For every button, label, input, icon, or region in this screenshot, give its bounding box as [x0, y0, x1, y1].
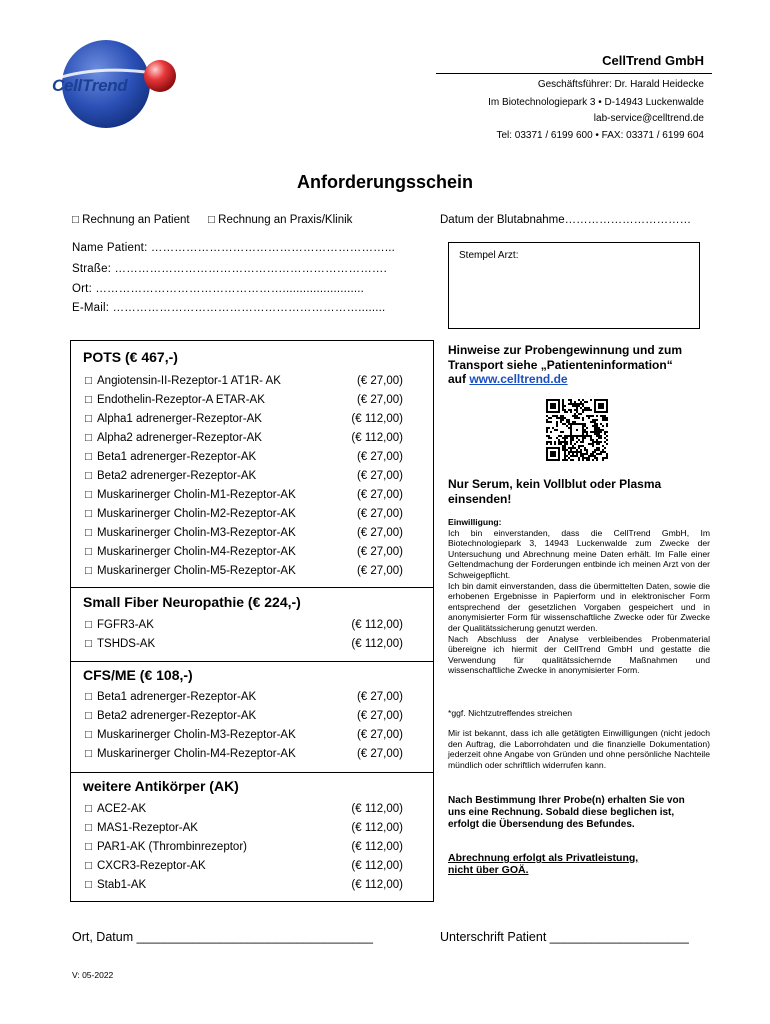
footnote: *ggf. Nichtzutreffendes streichen: [448, 708, 573, 718]
test-name: Alpha2 adrenerger-Rezeptor-AK: [97, 432, 262, 444]
test-price: (€ 112,00): [351, 638, 403, 650]
test-price: (€ 27,00): [356, 508, 403, 520]
test-name: Muskarinerger Cholin-M3-Rezeptor-AK: [97, 729, 296, 741]
checkbox-icon[interactable]: □: [85, 451, 92, 463]
test-row[interactable]: [85, 413, 415, 429]
version-label: V: 05-2022: [72, 970, 114, 980]
test-price: (€ 27,00): [356, 375, 403, 387]
checkbox-icon[interactable]: □: [85, 470, 92, 482]
panel-cfs-me: [70, 661, 434, 773]
checkbox-icon[interactable]: □: [85, 710, 92, 722]
invoice-notice: Nach Bestimmung Ihrer Probe(n) erhalten Sie von uns eine Rechnung. Sobald diese beglichen ist, erfolgt die Übersendung des Befundes.: [448, 795, 685, 830]
consent-paragraph: Ich bin damit einverstanden, dass die übermittelten Daten, sowie die erhobenen Ergebnisse in Papierform und in elektronischer Form entsprechend der gesetzlichen Vorgaben gespeichert und in anonymisierter Form für wissenschaftliche Zwecke oder für Zwecke der Qualitätssicherung genutzt werden.: [448, 580, 710, 633]
checkbox-icon[interactable]: □: [85, 619, 92, 631]
logo-wordmark: CellTrend: [52, 76, 128, 95]
test-name: TSHDS-AK: [97, 638, 156, 650]
website-link[interactable]: www.celltrend.de: [469, 372, 568, 386]
test-name: Muskarinerger Cholin-M1-Rezeptor-AK: [97, 489, 296, 501]
test-name: ACE2-AK: [97, 803, 147, 815]
form-title: Anforderungsschein: [296, 172, 474, 192]
header-divider: [436, 73, 712, 74]
qr-code-icon[interactable]: [546, 399, 608, 461]
test-price: (€ 27,00): [356, 394, 403, 406]
checkbox-icon[interactable]: □: [85, 546, 92, 558]
test-row[interactable]: [85, 546, 415, 562]
test-price: (€ 27,00): [356, 729, 403, 741]
checkbox-icon[interactable]: □: [85, 638, 92, 650]
panel-title: POTS (€ 467,-): [83, 349, 178, 365]
test-price: (€ 112,00): [351, 803, 403, 815]
checkbox-icon[interactable]: □: [85, 527, 92, 539]
checkbox-icon[interactable]: □: [85, 729, 92, 741]
checkbox-icon[interactable]: □: [85, 841, 92, 853]
checkbox-icon[interactable]: □: [72, 214, 79, 226]
sampling-hint: Hinweise zur Probengewinnung und zum Transport siehe „Patienteninformation“ auf www.celltrend.de: [448, 343, 683, 386]
place-date-field[interactable]: Ort, Datum __________________________________: [72, 930, 373, 944]
checkbox-icon[interactable]: □: [85, 879, 92, 891]
checkbox-icon[interactable]: □: [85, 375, 92, 387]
panel-title: Small Fiber Neuropathie (€ 224,-): [83, 594, 301, 610]
patient-signature-field[interactable]: Unterschrift Patient ____________________: [440, 930, 689, 944]
test-price: (€ 27,00): [356, 470, 403, 482]
test-row[interactable]: [85, 451, 415, 467]
company-email[interactable]: lab-service@celltrend.de: [593, 113, 704, 124]
checkbox-icon[interactable]: □: [85, 413, 92, 425]
test-row[interactable]: [85, 527, 415, 543]
test-name: Beta1 adrenerger-Rezeptor-AK: [97, 691, 257, 703]
test-name: Muskarinerger Cholin-M2-Rezeptor-AK: [97, 508, 296, 520]
company-manager: Geschäftsführer: Dr. Harald Heidecke: [537, 79, 704, 90]
test-price: (€ 112,00): [351, 619, 403, 631]
checkbox-icon[interactable]: □: [85, 432, 92, 444]
panel-title: weitere Antikörper (AK): [83, 778, 239, 794]
test-name: Beta2 adrenerger-Rezeptor-AK: [97, 470, 257, 482]
checkbox-icon[interactable]: □: [85, 691, 92, 703]
panel-other-antibodies: [70, 772, 434, 902]
city-field[interactable]: Ort: …………………………………………........................: [72, 283, 365, 295]
blood-date-field[interactable]: Datum der Blutabnahme……………………………: [440, 214, 692, 226]
private-billing-notice: Abrechnung erfolgt als Privatleistung, nicht über GOÄ.: [448, 852, 639, 876]
test-row[interactable]: [85, 710, 415, 726]
test-row[interactable]: [85, 432, 415, 448]
billing-practice-option[interactable]: [208, 214, 352, 226]
test-name: FGFR3-AK: [97, 619, 154, 631]
test-name: Endothelin-Rezeptor-A ETAR-AK: [97, 394, 265, 406]
billing-patient-option[interactable]: [72, 214, 190, 226]
test-row[interactable]: [85, 638, 415, 654]
test-row[interactable]: [85, 619, 415, 635]
consent-section: [448, 517, 710, 676]
stamp-label: Stempel Arzt:: [459, 250, 519, 261]
test-name: Alpha1 adrenerger-Rezeptor-AK: [97, 413, 262, 425]
test-name: Muskarinerger Cholin-M4-Rezeptor-AK: [97, 748, 296, 760]
test-row[interactable]: [85, 375, 415, 391]
test-price: (€ 112,00): [351, 432, 403, 444]
test-row[interactable]: [85, 489, 415, 505]
checkbox-icon[interactable]: □: [85, 822, 92, 834]
test-name: Muskarinerger Cholin-M5-Rezeptor-AK: [97, 565, 296, 577]
test-price: (€ 112,00): [351, 841, 403, 853]
test-row[interactable]: [85, 565, 415, 581]
checkbox-icon[interactable]: □: [85, 860, 92, 872]
test-row[interactable]: [85, 470, 415, 486]
test-row[interactable]: [85, 841, 415, 857]
panel-title: CFS/ME (€ 108,-): [83, 667, 193, 683]
email-field[interactable]: E-Mail: ………………………………………………………........: [72, 302, 386, 314]
test-row[interactable]: [85, 729, 415, 745]
billing-patient-label: Rechnung an Patient: [82, 214, 190, 226]
test-price: (€ 27,00): [356, 691, 403, 703]
patient-name-field[interactable]: Name Patient: ……………………………………………………...: [72, 242, 396, 254]
test-price: (€ 112,00): [351, 413, 403, 425]
test-name: CXCR3-Rezeptor-AK: [97, 860, 206, 872]
test-price: (€ 27,00): [356, 527, 403, 539]
test-name: Beta1 adrenerger-Rezeptor-AK: [97, 451, 257, 463]
test-row[interactable]: [85, 803, 415, 819]
checkbox-icon[interactable]: □: [208, 214, 215, 226]
test-name: PAR1-AK (Thrombinrezeptor): [97, 841, 247, 853]
test-name: Angiotensin-II-Rezeptor-1 AT1R- AK: [97, 375, 281, 387]
checkbox-icon[interactable]: □: [85, 508, 92, 520]
test-price: (€ 27,00): [356, 710, 403, 722]
test-row[interactable]: [85, 879, 415, 895]
test-row[interactable]: [85, 860, 415, 876]
serum-notice: Nur Serum, kein Vollblut oder Plasma einsenden!: [448, 477, 662, 506]
consent-paragraph: Nach Abschluss der Analyse verbleibendes Probenmaterial übereigne ich hiermit der CellTrend GmbH und gestatte die Verwendung für qualitätssichernde Maßnahmen und wissenschaftliche Zwecke in anonymisierter Form.: [448, 633, 710, 676]
test-price: (€ 27,00): [356, 489, 403, 501]
checkbox-icon[interactable]: □: [85, 489, 92, 501]
test-name: Beta2 adrenerger-Rezeptor-AK: [97, 710, 257, 722]
panel-pots: [70, 340, 434, 588]
test-price: (€ 27,00): [356, 546, 403, 558]
test-row[interactable]: [85, 508, 415, 524]
test-row[interactable]: [85, 691, 415, 707]
consent-title: Einwilligung:: [448, 517, 502, 527]
checkbox-icon[interactable]: □: [85, 565, 92, 577]
consent-paragraph: Ich bin einverstanden, dass die CellTrend GmbH, Im Biotechnologiepark 3, 14943 Luckenwalde zum Zwecke der Untersuchung und Abrechnung meine Daten erhält. Im Falle einer Geltendmachung der Forderungen entbinde ich meinen Arzt von der Schweigepflicht.: [448, 527, 710, 580]
test-name: Muskarinerger Cholin-M3-Rezeptor-AK: [97, 527, 296, 539]
test-name: Stab1-AK: [97, 879, 147, 891]
street-field[interactable]: Straße: …………………………………………………………….: [72, 263, 387, 275]
test-price: (€ 112,00): [351, 860, 403, 872]
test-price: (€ 112,00): [351, 879, 403, 891]
doctor-stamp-box[interactable]: [448, 242, 700, 329]
revocation-text: Mir ist bekannt, dass ich alle getätigten Einwilligungen (nicht jedoch den Auftrag, die Laborrohdaten und die finanzielle Dokumentation) jederzeit ohne Angabe von Gründen und ohne persönliche Nachteile mündlich oder schriftlich widerrufen kann.: [448, 728, 710, 770]
test-row[interactable]: [85, 394, 415, 410]
checkbox-icon[interactable]: □: [85, 394, 92, 406]
panel-small-fiber: [70, 587, 434, 662]
company-phone: Tel: 03371 / 6199 600 • FAX: 03371 / 6199 604: [496, 130, 704, 141]
checkbox-icon[interactable]: □: [85, 803, 92, 815]
billing-practice-label: Rechnung an Praxis/Klinik: [218, 214, 353, 226]
company-address: Im Biotechnologiepark 3 • D-14943 Luckenwalde: [488, 97, 704, 108]
test-name: MAS1-Rezeptor-AK: [97, 822, 198, 834]
checkbox-icon[interactable]: □: [85, 748, 92, 760]
test-price: (€ 27,00): [356, 451, 403, 463]
test-name: Muskarinerger Cholin-M4-Rezeptor-AK: [97, 546, 296, 558]
test-price: (€ 27,00): [356, 748, 403, 760]
test-row[interactable]: [85, 748, 415, 764]
test-price: (€ 112,00): [351, 822, 403, 834]
test-price: (€ 27,00): [356, 565, 403, 577]
company-name: CellTrend GmbH: [602, 53, 704, 68]
test-row[interactable]: [85, 822, 415, 838]
